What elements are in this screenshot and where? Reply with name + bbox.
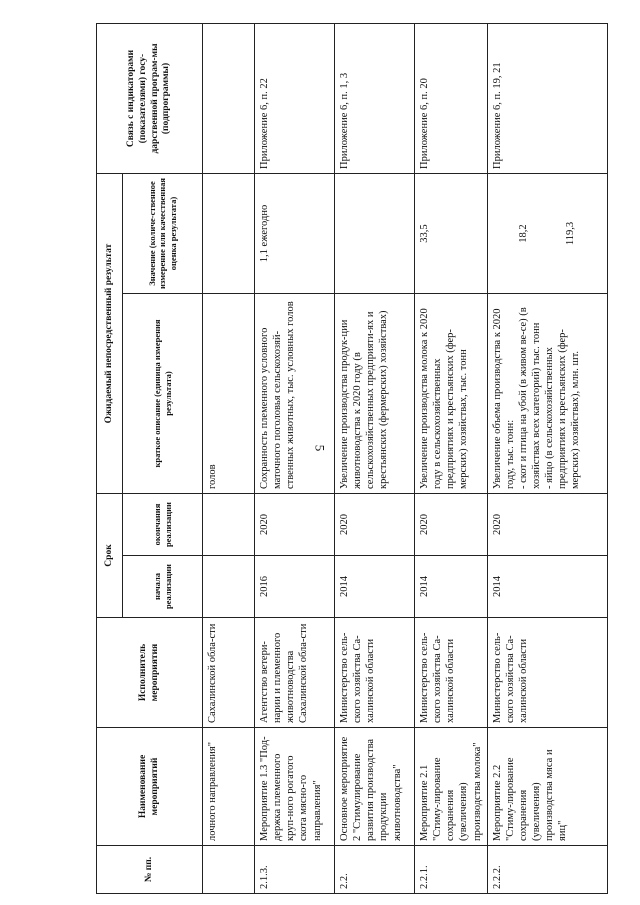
row-link: Приложение 6, п. 19, 21 [487,24,607,174]
measures-table [96,23,608,894]
row-end: 2020 [415,494,488,556]
row-start [203,556,255,618]
row-executor: Министерство сель-ского хозяйства Са-халинской области [335,618,415,728]
row-num: 2.2. [335,846,415,894]
header-start: начала реализации [123,556,203,618]
row-value: 33,5 [415,174,488,294]
row-desc: Увеличение объема производства к 2020 году, тыс. тонн: - скот и птица на убой (в живом ве-се) (в хозяйствах всех категорий) тыс. тонн - яйцо (в сельскохозяйственных предприятиях и крестьянских (фер-мерских) хозяйствах), млн. шт. [487,294,607,494]
row-name: Мероприятие 2.2 "Стиму-лирование сохранения (увеличения) производства мяса и яиц" [487,728,607,846]
row-start: 2016 [255,556,335,618]
row-value-second: 119,3 [564,221,576,246]
row-end: 2020 [255,494,335,556]
row-value [203,174,255,294]
row-link: Приложение 6, п. 1, 3 [335,24,415,174]
row-executor: Министерство сель-ского хозяйства Са-халинской области [487,618,607,728]
row-executor: Министерство сель-ского хозяйства Са-халинской области [415,618,488,728]
row-num: 2.2.2. [487,846,607,894]
header-name: Наименование мероприятий [97,728,203,846]
row-num: 2.1.3. [255,846,335,894]
row-end [203,494,255,556]
row-desc: голов [203,294,255,494]
row-name: лочного направления" [203,728,255,846]
row-value: 1,1 ежегодно [255,174,335,294]
row-name: Мероприятие 2.1 "Стиму-лирование сохранения (увеличения) производства молока" [415,728,488,846]
header-term: Срок [97,494,123,618]
row-name: Мероприятие 1.3 "Под-держка племенного круп-ного рогатого скота мясно-го направления" [255,728,335,846]
header-result: Ожидаемый непосредственный результат [97,174,123,494]
row-value [335,174,415,294]
row-start: 2014 [415,556,488,618]
row-start: 2014 [335,556,415,618]
row-executor: Сахалинской обла-сти [203,618,255,728]
page-number: 5 [312,444,328,452]
rotated-table-container [96,24,582,894]
header-link: Связь с индикаторами (показателями) госу-дарственной програм-мы (подпрограммы) [97,24,203,174]
row-link: Приложение 6, п. 22 [255,24,335,174]
row-name: Основное мероприятие 2 "Стимулирование развития производства продукции животноводства" [335,728,415,846]
header-executor: Исполнитель мероприятия [97,618,203,728]
row-end: 2020 [335,494,415,556]
row-value: 18,2 [517,224,529,243]
header-end: окончания реализации [123,494,203,556]
row-value-list [517,178,577,289]
row-num: 2.2.1. [415,846,488,894]
row-desc: Увеличение производства молока к 2020 году в сельскохозяйственных предприятиях и крестьянских (фер-мерских) хозяйствах, тыс. тонн [415,294,488,494]
row-link [203,24,255,174]
header-value: Значение (количе-ственное измерение или качественная оценка результата) [123,174,203,294]
row-end: 2020 [487,494,607,556]
row-link: Приложение 6, п. 20 [415,24,488,174]
header-desc: краткое описание (единица измерения результата) [123,294,203,494]
row-value-cell [487,174,607,294]
row-desc: Увеличение производства продук-ции животноводства к 2020 году (в сельскохозяйственных предприяти-ях и крестьянских (фермерских) хозяйствах) [335,294,415,494]
row-num [203,846,255,894]
row-start: 2014 [487,556,607,618]
row-desc: Сохранность племенного условного маточного поголовья сельскохозяй-ственных животных, тыс. условных голов [255,294,335,494]
row-executor: Агентство ветери-нарии и племенного животноводства Сахалинской обла-сти [255,618,335,728]
header-num: № пп. [97,846,203,894]
